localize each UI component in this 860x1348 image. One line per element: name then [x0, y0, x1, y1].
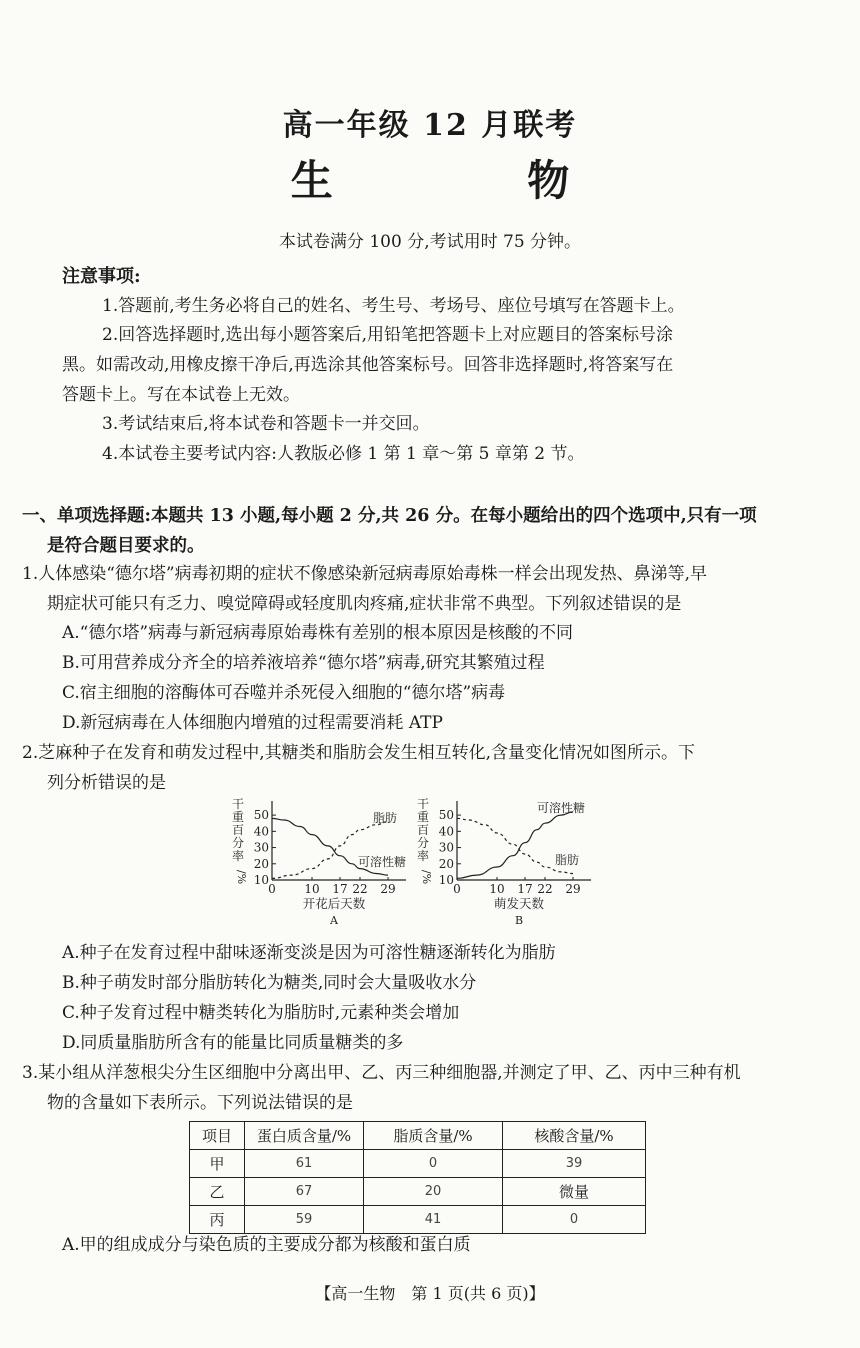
- table-cell: 甲: [190, 1150, 245, 1178]
- q3-stem-line-1: 3.某小组从洋葱根尖分生区细胞中分离出甲、乙、丙三种细胞器,并测定了甲、乙、丙中三种有机: [22, 1063, 741, 1083]
- q2-option-a: A.种子在发育过程中甜味逐渐变淡是因为可溶性糖逐渐转化为脂肪: [62, 943, 556, 963]
- series-label: 脂肪: [555, 853, 580, 867]
- table-cell: 乙: [190, 1178, 245, 1206]
- table-cell: 0: [503, 1206, 646, 1234]
- table-header: 核酸含量/%: [503, 1122, 646, 1150]
- series-label: 可溶性糖: [358, 855, 407, 869]
- y-axis-label-unit: /%: [235, 869, 248, 885]
- x-tick-label: 22: [537, 882, 553, 896]
- q1-option-a: A.“德尔塔”病毒与新冠病毒原始毒株有差别的根本原因是核酸的不同: [62, 623, 574, 643]
- notice-item-2-line-3: 答题卡上。写在本试卷上无效。: [62, 385, 300, 405]
- y-axis-label-char: 重: [231, 810, 245, 824]
- q1-stem-line-2: 期症状可能只有乏力、嗅觉障碍或轻度肌肉疼痛,症状非常不典型。下列叙述错误的是: [47, 594, 682, 614]
- y-tick-label: 10: [438, 873, 454, 887]
- notice-item-3: 3.考试结束后,将本试卷和答题卡一并交回。: [102, 414, 430, 434]
- x-tick-label: 22: [352, 882, 368, 896]
- table-cell: 61: [245, 1150, 364, 1178]
- table-cell: 丙: [190, 1206, 245, 1234]
- series-label: 可溶性糖: [537, 801, 586, 815]
- y-tick-label: 40: [253, 824, 269, 839]
- panel-label: B: [514, 914, 524, 927]
- y-tick-label: 10: [253, 873, 269, 887]
- exam-title: 高一年级 12 月联考: [282, 108, 578, 143]
- x-tick-label: 29: [565, 882, 581, 896]
- subject-title: 生 物: [290, 156, 660, 205]
- notice-item-4: 4.本试卷主要考试内容:人教版必修 1 第 1 章～第 5 章第 2 节。: [102, 444, 585, 464]
- q1-option-c: C.宿主细胞的溶酶体可吞噬并杀死侵入细胞的“德尔塔”病毒: [62, 683, 506, 703]
- notice-item-2-line-2: 黑。如需改动,用橡皮擦干净后,再选涂其他答案标号。回答非选择题时,将答案写在: [62, 355, 674, 375]
- notice-item-2-line-1: 2.回答选择题时,选出每小题答案后,用铅笔把答题卡上对应题目的答案标号涂: [102, 325, 674, 345]
- q1-option-b: B.可用营养成分齐全的培养液培养“德尔塔”病毒,研究其繁殖过程: [62, 653, 545, 673]
- table-cell: 20: [364, 1178, 503, 1206]
- q2-option-d: D.同质量脂肪所含有的能量比同质量糖类的多: [62, 1033, 404, 1053]
- q2-option-c: C.种子发育过程中糖类转化为脂肪时,元素种类会增加: [62, 1003, 460, 1023]
- series-label: 脂肪: [373, 811, 398, 825]
- section-heading-line-1: 一、单项选择题:本题共 13 小题,每小题 2 分,共 26 分。在每小题给出的四个选项中,只有一项: [22, 506, 757, 526]
- exam-info: 本试卷满分 100 分,考试用时 75 分钟。: [278, 232, 582, 252]
- y-tick-label: 30: [438, 840, 454, 855]
- table-cell: 0: [364, 1150, 503, 1178]
- x-tick-label: 17: [332, 882, 348, 896]
- y-axis-label-char: 干: [231, 798, 245, 811]
- table-header: 蛋白质含量/%: [245, 1122, 364, 1150]
- table-row: [190, 1178, 646, 1206]
- y-axis-label-char: 分: [231, 836, 245, 850]
- q3-stem-line-2: 物的含量如下表所示。下列说法错误的是: [47, 1093, 353, 1113]
- y-axis-label-char: 百: [416, 823, 430, 837]
- y-tick-label: 50: [253, 808, 269, 823]
- q2-stem-line-1: 2.芝麻种子在发育和萌发过程中,其糖类和脂肪会发生相互转化,含量变化情况如图所示。下: [22, 743, 696, 763]
- table-cell: 67: [245, 1178, 364, 1206]
- q1-option-d: D.新冠病毒在人体细胞内增殖的过程需要消耗 ATP: [62, 713, 443, 733]
- q2-figure: [225, 798, 625, 930]
- y-tick-label: 20: [438, 856, 454, 871]
- q1-stem-line-1: 1.人体感染“德尔塔”病毒初期的症状不像感染新冠病毒原始毒株一样会出现发热、鼻涕等,早: [22, 564, 708, 584]
- notice-item-1: 1.答题前,考生务必将自己的姓名、考生号、考场号、座位号填写在答题卡上。: [102, 296, 685, 316]
- x-tick-label: 10: [489, 882, 505, 896]
- q3-option-a: A.甲的组成成分与染色质的主要成分都为核酸和蛋白质: [62, 1235, 471, 1255]
- q2-stem-line-2: 列分析错误的是: [47, 773, 166, 793]
- x-tick-label: 29: [380, 882, 396, 896]
- series-line-dashed: [272, 822, 388, 879]
- table-row: [190, 1150, 646, 1178]
- x-tick-label: 17: [517, 882, 533, 896]
- y-tick-label: 50: [438, 808, 454, 823]
- notice-heading: 注意事项:: [62, 266, 141, 287]
- y-tick-label: 30: [253, 840, 269, 855]
- y-tick-label: 20: [253, 856, 269, 871]
- y-axis-label-char: 率: [416, 849, 430, 863]
- table-header: 脂质含量/%: [364, 1122, 503, 1150]
- y-axis-label-char: 分: [416, 836, 430, 850]
- y-axis-label-char: 干: [416, 798, 430, 811]
- y-axis-label-char: 重: [416, 810, 430, 824]
- y-axis-label-char: 率: [231, 849, 245, 863]
- table-cell: 59: [245, 1206, 364, 1234]
- x-tick-label: 10: [304, 882, 320, 896]
- y-axis-label-unit: /%: [420, 869, 433, 885]
- x-axis-label: 萌发天数: [493, 896, 545, 911]
- table-row: [190, 1206, 646, 1234]
- panel-label: A: [330, 914, 338, 927]
- y-tick-label: 40: [438, 824, 454, 839]
- table-cell: 微量: [503, 1178, 646, 1206]
- page-footer: 【高一生物 第 1 页(共 6 页)】: [315, 1284, 545, 1303]
- y-axis-label-char: 百: [231, 823, 245, 837]
- table-cell: 41: [364, 1206, 503, 1234]
- x-axis-label: 开花后天数: [302, 896, 366, 911]
- table-header: 项目: [190, 1122, 245, 1150]
- table-cell: 39: [503, 1150, 646, 1178]
- x-tick-label: 0: [453, 882, 461, 896]
- table-header-row: [190, 1122, 646, 1150]
- q3-table: [189, 1121, 646, 1234]
- q2-option-b: B.种子萌发时部分脂肪转化为糖类,同时会大量吸收水分: [62, 973, 477, 993]
- x-tick-label: 0: [268, 882, 276, 896]
- section-heading-line-2: 是符合题目要求的。: [47, 536, 205, 556]
